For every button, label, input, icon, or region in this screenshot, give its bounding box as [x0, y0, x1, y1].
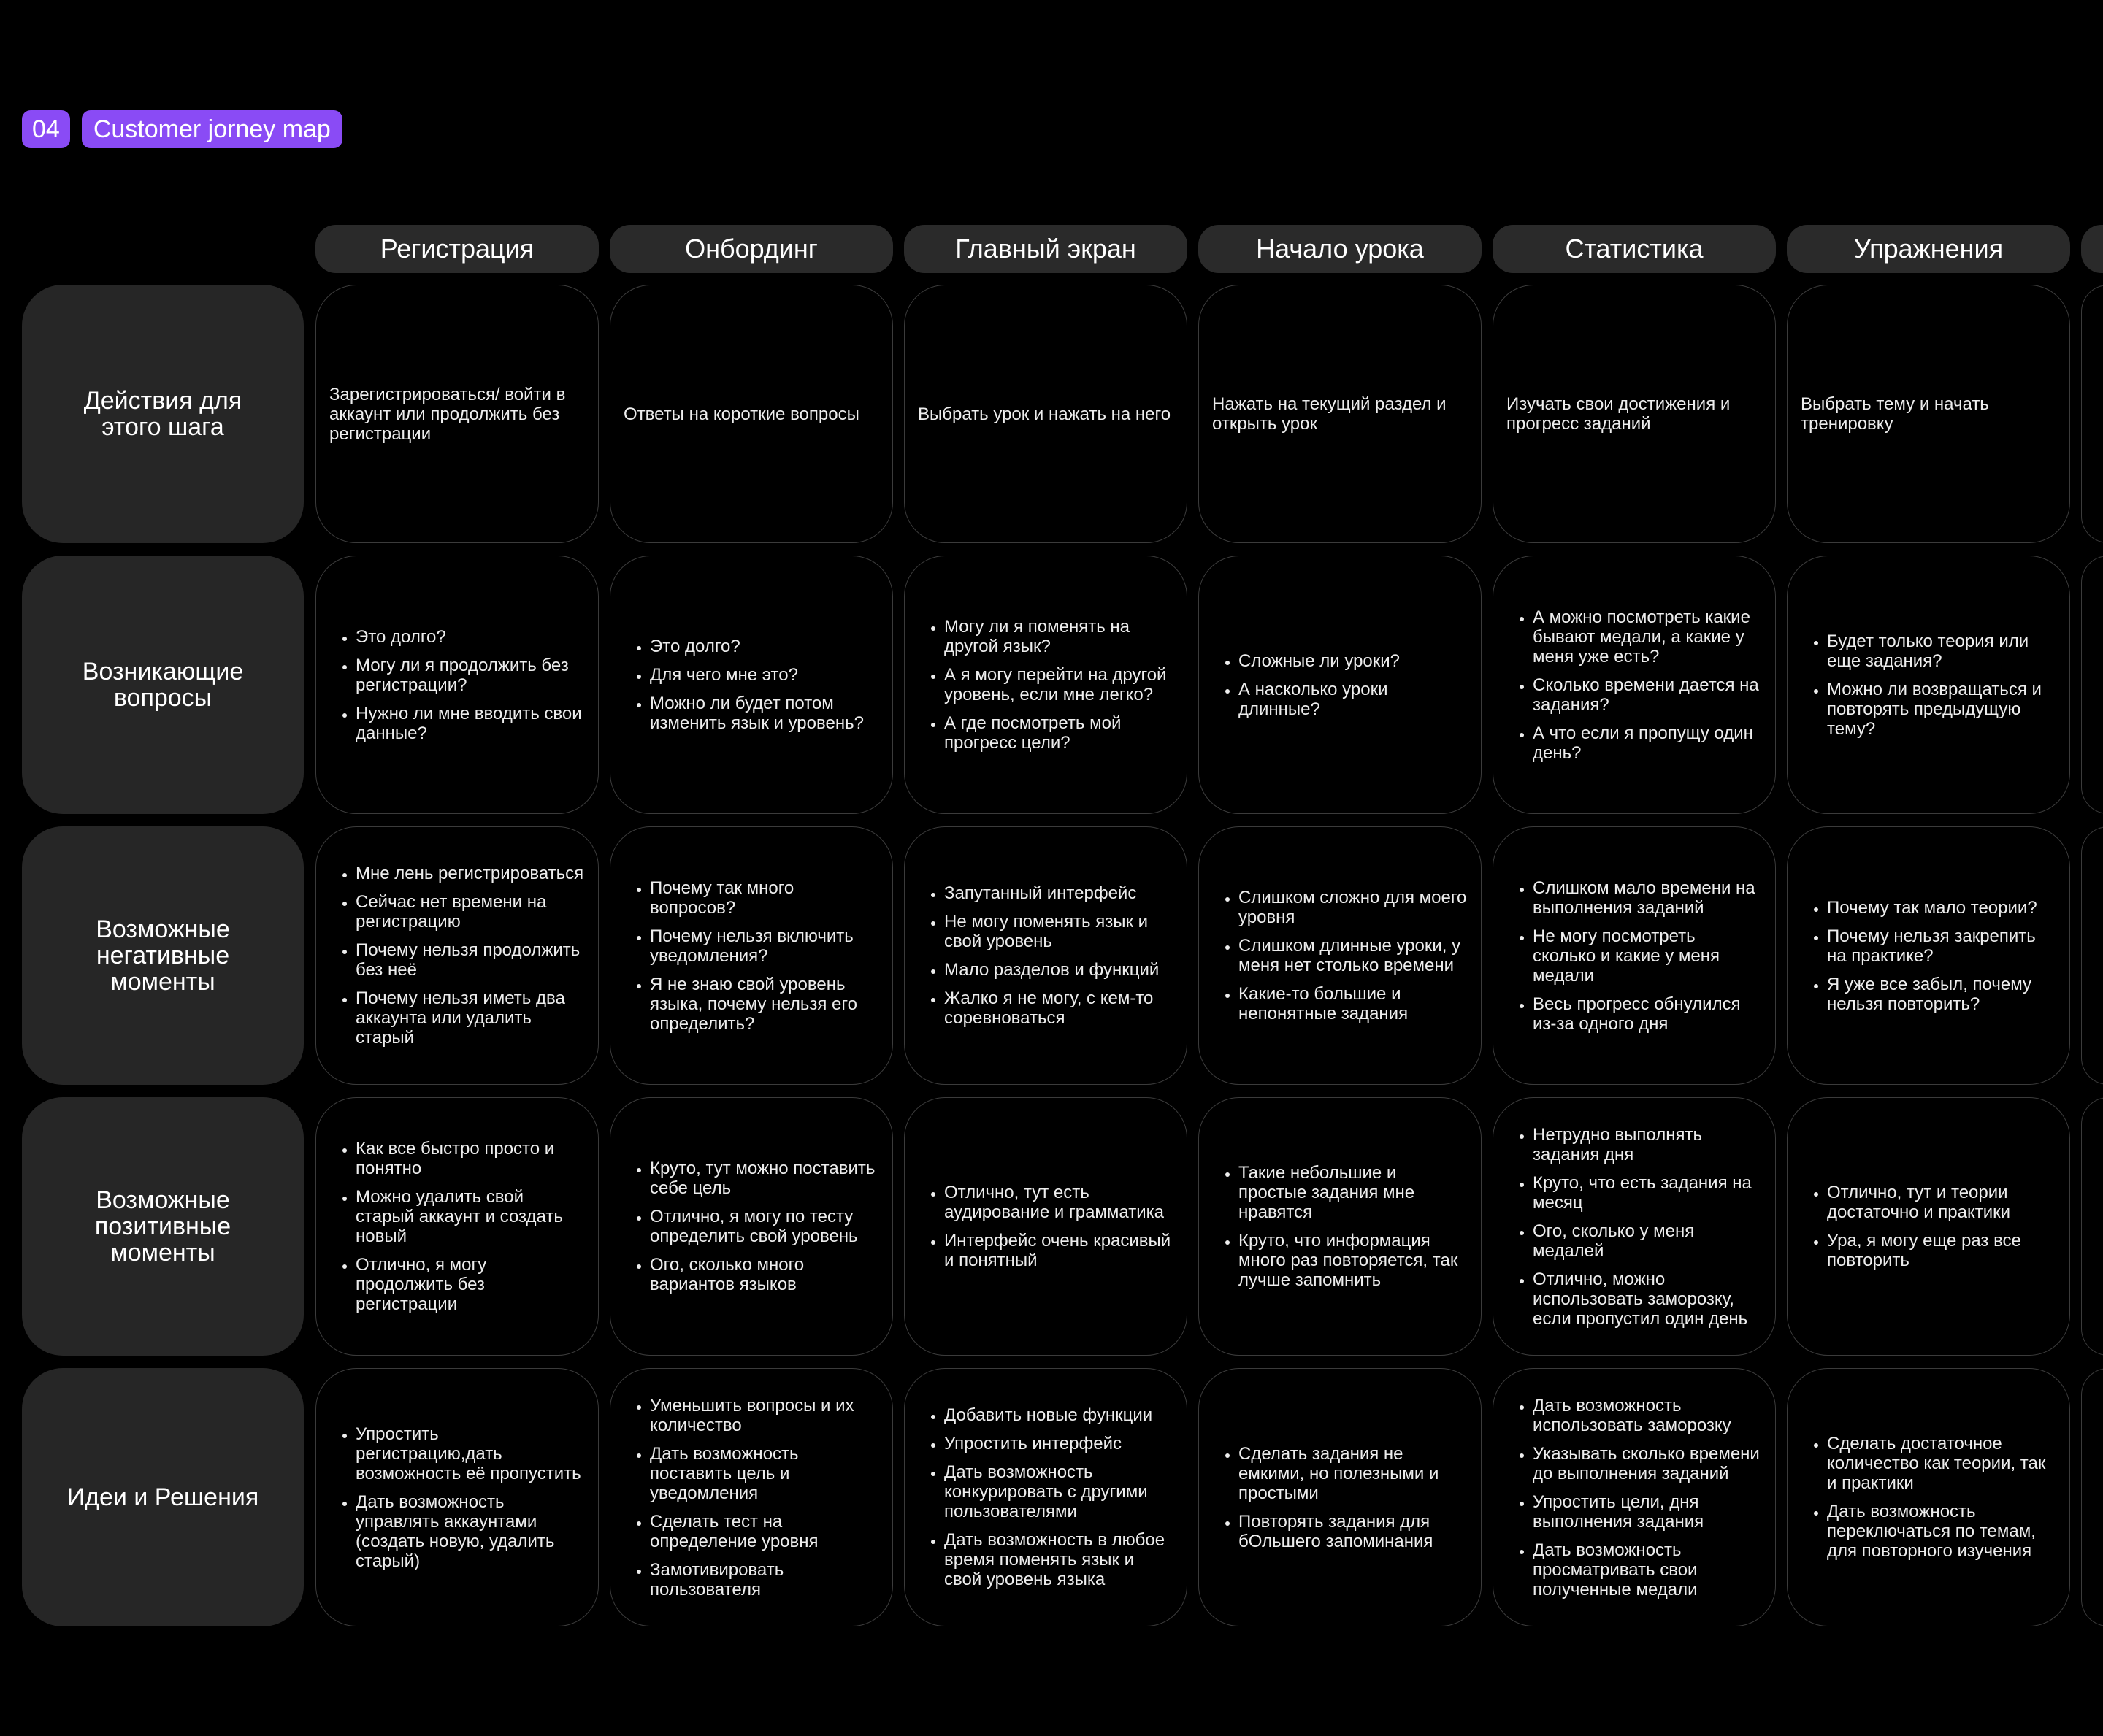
journey-cell-clipped: [2081, 285, 2103, 543]
cell-bullet-item: • Отлично, тут и теории достаточно и практики: [1827, 1183, 2056, 1222]
cell-bullet-item: • Дать возможность переключаться по темам, для повторного изучения: [1827, 1502, 2056, 1561]
cell-bullet-item: • Почему так мало теории?: [1827, 898, 2056, 918]
cell-bullet-item: • А насколько уроки длинные?: [1238, 680, 1468, 719]
journey-cell: [1198, 1097, 1482, 1356]
journey-cell-clipped: [2081, 556, 2103, 814]
cell-bullet-list: [1801, 631, 2056, 739]
cell-bullet-list: [624, 637, 879, 733]
journey-cell: [315, 1097, 599, 1356]
cell-bullet-item: • Слишком мало времени на выполнения заданий: [1533, 878, 1762, 918]
journey-cell: [315, 826, 599, 1085]
cell-bullet-item: • Сейчас нет времени на регистрацию: [356, 892, 585, 932]
cell-bullet-list: [1212, 1163, 1468, 1290]
cell-bullet-item: • Почему так много вопросов?: [650, 878, 879, 918]
cell-bullet-item: • Отлично, можно использовать заморозку, если пропустил один день: [1533, 1270, 1762, 1329]
cell-bullet-item: • Отлично, тут есть аудирование и грамматика: [944, 1183, 1173, 1222]
cell-bullet-item: • Уменьшить вопросы и их количество: [650, 1396, 879, 1435]
journey-cell: [315, 556, 599, 814]
journey-cell: [1198, 826, 1482, 1085]
journey-cell: [1493, 285, 1776, 543]
section-title-badge: Customer jorney map: [82, 110, 342, 148]
journey-cell: [1198, 1368, 1482, 1626]
cell-bullet-item: • Почему нельзя закрепить на практике?: [1827, 926, 2056, 966]
cell-bullet-list: [624, 1396, 879, 1599]
cell-bullet-item: • А можно посмотреть какие бывают медали, а какие у меня уже есть?: [1533, 607, 1762, 667]
journey-cell: [1493, 556, 1776, 814]
row-label: Возникающие вопросы: [22, 556, 304, 814]
journey-cell: [904, 1368, 1187, 1626]
journey-cell: [904, 285, 1187, 543]
cell-bullet-item: • Слишком длинные уроки, у меня нет столько времени: [1238, 936, 1468, 975]
column-header-clipped: [2081, 225, 2103, 273]
column-header: Упражнения: [1787, 225, 2070, 273]
cell-bullet-item: • Могу ли я поменять на другой язык?: [944, 617, 1173, 656]
cell-bullet-item: • Будет только теория или еще задания?: [1827, 631, 2056, 671]
cell-bullet-item: • Упростить интерфейс: [944, 1434, 1173, 1453]
column-header: Онбординг: [610, 225, 893, 273]
cell-bullet-item: • Сколько времени дается на задания?: [1533, 675, 1762, 715]
cell-bullet-item: • Дать возможность управлять аккаунтами (создать новую, удалить старый): [356, 1492, 585, 1571]
column-header: Главный экран: [904, 225, 1187, 273]
cell-bullet-item: • Это долго?: [650, 637, 879, 656]
cell-bullet-list: [918, 617, 1173, 753]
cell-bullet-item: • Нужно ли мне вводить свои данные?: [356, 704, 585, 743]
cell-bullet-list: [1506, 1125, 1762, 1329]
cell-bullet-item: • Интерфейс очень красивый и понятный: [944, 1231, 1173, 1270]
cell-bullet-list: [1212, 651, 1468, 719]
cell-bullet-item: • Я не знаю свой уровень языка, почему нельзя его определить?: [650, 975, 879, 1034]
cell-bullet-item: • А где посмотреть мой прогресс цели?: [944, 713, 1173, 753]
cell-bullet-list: [1801, 1183, 2056, 1270]
journey-cell: [315, 1368, 599, 1626]
cell-bullet-item: • Указывать сколько времени до выполнения заданий: [1533, 1444, 1762, 1483]
cell-bullet-item: • Дать возможность просматривать свои полученные медали: [1533, 1540, 1762, 1599]
cell-bullet-list: [329, 1424, 585, 1571]
column-header: Регистрация: [315, 225, 599, 273]
cell-bullet-item: • Для чего мне это?: [650, 665, 879, 685]
cell-text: Нажать на текущий раздел и открыть урок: [1212, 394, 1447, 434]
row-label: Возможные негативные моменты: [22, 826, 304, 1085]
cell-bullet-item: • Сделать задания не емкими, но полезными и простыми: [1238, 1444, 1468, 1503]
cell-bullet-list: [918, 883, 1173, 1028]
cell-bullet-item: • Могу ли я продолжить без регистрации?: [356, 656, 585, 695]
cell-bullet-item: • Отлично, я могу по тесту определить свой уровень: [650, 1207, 879, 1246]
cell-bullet-item: • Сделать тест на определение уровня: [650, 1512, 879, 1551]
cell-bullet-item: • Замотивировать пользователя: [650, 1560, 879, 1599]
section-badges: [22, 110, 342, 148]
journey-cell: [610, 285, 893, 543]
cell-bullet-item: • Повторять задания для бОльшего запоминания: [1238, 1512, 1468, 1551]
journey-cell-clipped: [2081, 1368, 2103, 1626]
cell-bullet-list: [1212, 1444, 1468, 1551]
cell-bullet-item: • Мне лень регистрироваться: [356, 864, 585, 883]
journey-cell-clipped: [2081, 826, 2103, 1085]
journey-cell: [1493, 1097, 1776, 1356]
journey-cell: [1787, 1368, 2070, 1626]
cell-bullet-list: [329, 864, 585, 1048]
cell-bullet-item: • Дать возможность в любое время поменять язык и свой уровень языка: [944, 1530, 1173, 1589]
cell-bullet-item: • Почему нельзя включить уведомления?: [650, 926, 879, 966]
cell-bullet-item: • Ого, сколько много вариантов языков: [650, 1255, 879, 1294]
journey-cell: [1493, 1368, 1776, 1626]
cell-bullet-item: • Мало разделов и функций: [944, 960, 1173, 980]
cell-bullet-item: • Можно удалить свой старый аккаунт и создать новый: [356, 1187, 585, 1246]
cell-bullet-item: • Жалко я не могу, с кем-то соревноваться: [944, 988, 1173, 1028]
cell-bullet-item: • Отлично, я могу продолжить без регистрации: [356, 1255, 585, 1314]
cell-bullet-item: • Такие небольшие и простые задания мне нравятся: [1238, 1163, 1468, 1222]
journey-cell: [904, 826, 1187, 1085]
cell-bullet-item: • Это долго?: [356, 627, 585, 647]
cell-bullet-item: • Дать возможность поставить цель и уведомления: [650, 1444, 879, 1503]
cell-text: Выбрать урок и нажать на него: [918, 404, 1171, 424]
journey-cell: [904, 1097, 1187, 1356]
cell-bullet-item: • Дать возможность использовать заморозку: [1533, 1396, 1762, 1435]
cell-bullet-item: • Как все быстро просто и понятно: [356, 1139, 585, 1178]
cell-bullet-item: • Дать возможность конкурировать с другими пользователями: [944, 1462, 1173, 1521]
cell-bullet-list: [918, 1405, 1173, 1589]
cell-bullet-item: • Почему нельзя иметь два аккаунта или удалить старый: [356, 988, 585, 1048]
journey-cell: [1787, 826, 2070, 1085]
cell-bullet-item: • Можно ли возвращаться и повторять предыдущую тему?: [1827, 680, 2056, 739]
row-label: Возможные позитивные моменты: [22, 1097, 304, 1356]
cell-bullet-item: • А я могу перейти на другой уровень, если мне легко?: [944, 665, 1173, 704]
cell-text: Выбрать тему и начать тренировку: [1801, 394, 1989, 434]
cell-text: Зарегистрироваться/ войти в аккаунт или продолжить без регистрации: [329, 384, 566, 444]
cell-bullet-list: [624, 1159, 879, 1294]
journey-cell: [1493, 826, 1776, 1085]
column-header: Начало урока: [1198, 225, 1482, 273]
journey-cell: [610, 826, 893, 1085]
cell-bullet-item: • Почему нельзя продолжить без неё: [356, 940, 585, 980]
journey-cell: [610, 1097, 893, 1356]
cell-bullet-item: • Можно ли будет потом изменить язык и уровень?: [650, 694, 879, 733]
cell-bullet-list: [1506, 1396, 1762, 1599]
cell-bullet-item: • Слишком сложно для моего уровня: [1238, 888, 1468, 927]
cell-text: Изучать свои достижения и прогресс заданий: [1506, 394, 1731, 434]
cell-bullet-item: • Упростить регистрацию,дать возможность её пропустить: [356, 1424, 585, 1483]
cell-bullet-item: • Сложные ли уроки?: [1238, 651, 1468, 671]
cell-bullet-item: • Упростить цели, дня выполнения задания: [1533, 1492, 1762, 1532]
row-label: Идеи и Решения: [22, 1368, 304, 1626]
cell-bullet-list: [1506, 607, 1762, 763]
cell-bullet-list: [918, 1183, 1173, 1270]
cell-bullet-item: • Круто, тут можно поставить себе цель: [650, 1159, 879, 1198]
cell-bullet-item: • Не могу поменять язык и свой уровень: [944, 912, 1173, 951]
cell-bullet-item: • А что если я пропущу один день?: [1533, 723, 1762, 763]
cell-bullet-item: • Ого, сколько у меня медалей: [1533, 1221, 1762, 1261]
cell-bullet-item: • Добавить новые функции: [944, 1405, 1173, 1425]
journey-cell: [1787, 285, 2070, 543]
cell-bullet-list: [329, 1139, 585, 1314]
cell-bullet-item: • Не могу посмотреть сколько и какие у меня медали: [1533, 926, 1762, 986]
cell-bullet-list: [1801, 1434, 2056, 1561]
journey-cell: [610, 556, 893, 814]
journey-cell: [1198, 285, 1482, 543]
journey-cell-clipped: [2081, 1097, 2103, 1356]
cell-bullet-list: [1801, 898, 2056, 1014]
section-number-badge: 04: [22, 110, 70, 148]
cell-bullet-item: • Нетрудно выполнять задания дня: [1533, 1125, 1762, 1164]
journey-cell: [904, 556, 1187, 814]
cell-bullet-item: • Весь прогресс обнулился из-за одного дня: [1533, 994, 1762, 1034]
cell-bullet-item: • Круто, что информация много раз повторяется, так лучше запомнить: [1238, 1231, 1468, 1290]
column-header: Статистика: [1493, 225, 1776, 273]
cell-bullet-item: • Круто, что есть задания на месяц: [1533, 1173, 1762, 1213]
cell-bullet-item: • Запутанный интерфейс: [944, 883, 1173, 903]
cell-bullet-list: [624, 878, 879, 1034]
cell-bullet-list: [329, 627, 585, 743]
cell-bullet-list: [1506, 878, 1762, 1034]
journey-cell: [1787, 1097, 2070, 1356]
journey-cell: [610, 1368, 893, 1626]
cell-bullet-list: [1212, 888, 1468, 1023]
cell-bullet-item: • Я уже все забыл, почему нельзя повторить?: [1827, 975, 2056, 1014]
cell-text: Ответы на короткие вопросы: [624, 404, 859, 424]
journey-cell: [1787, 556, 2070, 814]
cell-bullet-item: • Ура, я могу еще раз все повторить: [1827, 1231, 2056, 1270]
journey-cell: [315, 285, 599, 543]
cell-bullet-item: • Сделать достаточное количество как теории, так и практики: [1827, 1434, 2056, 1493]
journey-cell: [1198, 556, 1482, 814]
row-label: Действия для этого шага: [22, 285, 304, 543]
cell-bullet-item: • Какие-то большие и непонятные задания: [1238, 984, 1468, 1023]
